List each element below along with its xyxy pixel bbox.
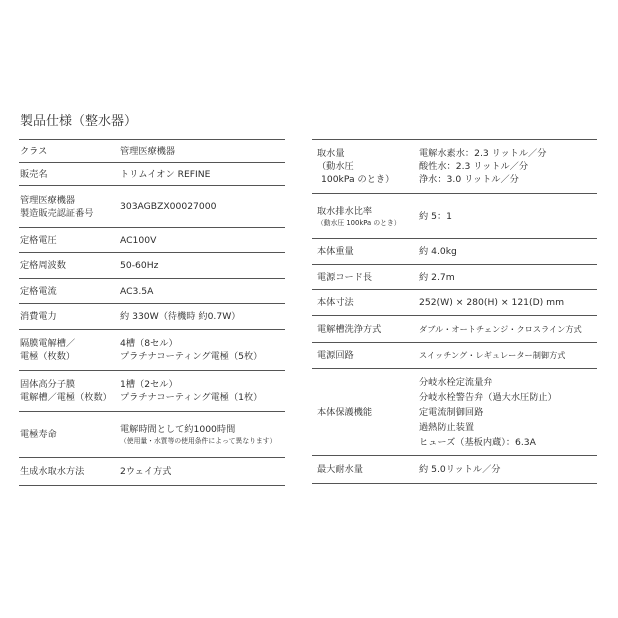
spec-table-right	[312, 139, 597, 484]
row-key: 電極寿命	[20, 429, 57, 440]
row-key: 電源コード長	[317, 271, 373, 283]
table-row-water-method	[19, 458, 285, 486]
row-key: 隔膜電解槽／ 電極（枚数）	[20, 338, 76, 362]
table-row-polymer-cell	[19, 371, 285, 412]
row-value: AC100V	[120, 234, 157, 246]
table-row-product-name	[19, 163, 285, 186]
row-value: 約 4.0kg	[419, 246, 457, 257]
table-row-max-flow	[312, 456, 597, 484]
row-key: 本体重量	[317, 246, 354, 257]
row-value: スイッチング・レギュレーター制御方式	[419, 350, 566, 360]
row-key: 販売名	[20, 168, 48, 180]
row-value: 252(W) × 280(H) × 121(D) mm	[419, 297, 565, 308]
row-value: 約 330W（待機時 約0.7W）	[120, 311, 241, 322]
table-row-class	[19, 140, 285, 163]
table-row-diaphragm-cell	[19, 330, 285, 371]
row-key: 本体寸法	[317, 297, 354, 308]
row-value: 管理医療機器	[120, 145, 176, 157]
table-row-cord-length	[312, 265, 597, 290]
row-key: 電源回路	[317, 350, 354, 361]
row-value: ダブル・オートチェンジ・クロスライン方式	[419, 323, 582, 334]
row-value: AC3.5A	[120, 285, 154, 297]
row-value: 電解水素水：2.3 リットル／分 酸性水：2.3 リットル／分 浄水：3.0 リットル／分	[419, 148, 547, 185]
table-row-frequency	[19, 253, 285, 279]
row-value: 303AGBZX00027000	[120, 201, 217, 212]
row-key: クラス	[20, 145, 48, 157]
row-key: 管理医療機器 製造販売認証番号	[20, 194, 94, 219]
table-row-power-circuit	[312, 343, 597, 369]
row-value: 4槽（8セル） プラチナコーティング電極（5枚）	[120, 338, 263, 362]
row-value: 約 5：1	[419, 210, 452, 222]
table-row-protection	[312, 369, 597, 456]
row-value: 約 5.0リットル／分	[419, 464, 501, 475]
table-row-dimensions	[312, 290, 597, 316]
table-row-weight	[312, 239, 597, 265]
row-key: 本体保護機能	[317, 406, 373, 418]
page-title: 製品仕様（整水器）	[20, 114, 138, 129]
row-value: 2ウェイ方式	[120, 466, 172, 477]
spec-table-left	[19, 139, 285, 486]
table-row-cleaning-method	[312, 316, 597, 343]
row-key: 消費電力	[20, 311, 57, 322]
row-value: 約 2.7m	[419, 271, 455, 283]
row-value: 電解時間として約1000時間 （使用量・水質等の使用条件によって異なります）	[120, 424, 277, 445]
row-value: 1槽（2セル） プラチナコーティング電極（1枚）	[120, 379, 263, 403]
row-key: 取水排水比率 （動水圧 100kPa のとき）	[317, 205, 401, 227]
table-row-current	[19, 279, 285, 304]
table-row-flow-rate	[312, 140, 597, 194]
row-key: 定格周波数	[20, 260, 66, 271]
table-row-electrode-life	[19, 412, 285, 458]
row-key: 固体高分子膜 電解槽／電極（枚数）	[20, 379, 112, 403]
table-row-certification	[19, 186, 285, 228]
row-key: 取水量 （動水圧 100kPa のとき）	[317, 148, 395, 185]
row-key: 定格電流	[20, 285, 57, 297]
row-value: トリムイオン REFINE	[120, 168, 211, 180]
table-row-voltage	[19, 228, 285, 253]
row-key: 最大耐水量	[317, 464, 363, 475]
row-key: 電解槽洗浄方式	[317, 323, 382, 335]
table-row-drain-ratio	[312, 194, 597, 239]
row-value: 分岐水栓定流量弁 分岐水栓警告弁（過大水圧防止） 定電流制御回路 過熱防止装置 ヒューズ（基板内蔵）：6.3A	[419, 376, 557, 448]
row-key: 定格電圧	[20, 234, 57, 246]
table-row-power	[19, 304, 285, 330]
row-key: 生成水取水方法	[20, 466, 85, 477]
row-value: 50-60Hz	[120, 260, 159, 271]
